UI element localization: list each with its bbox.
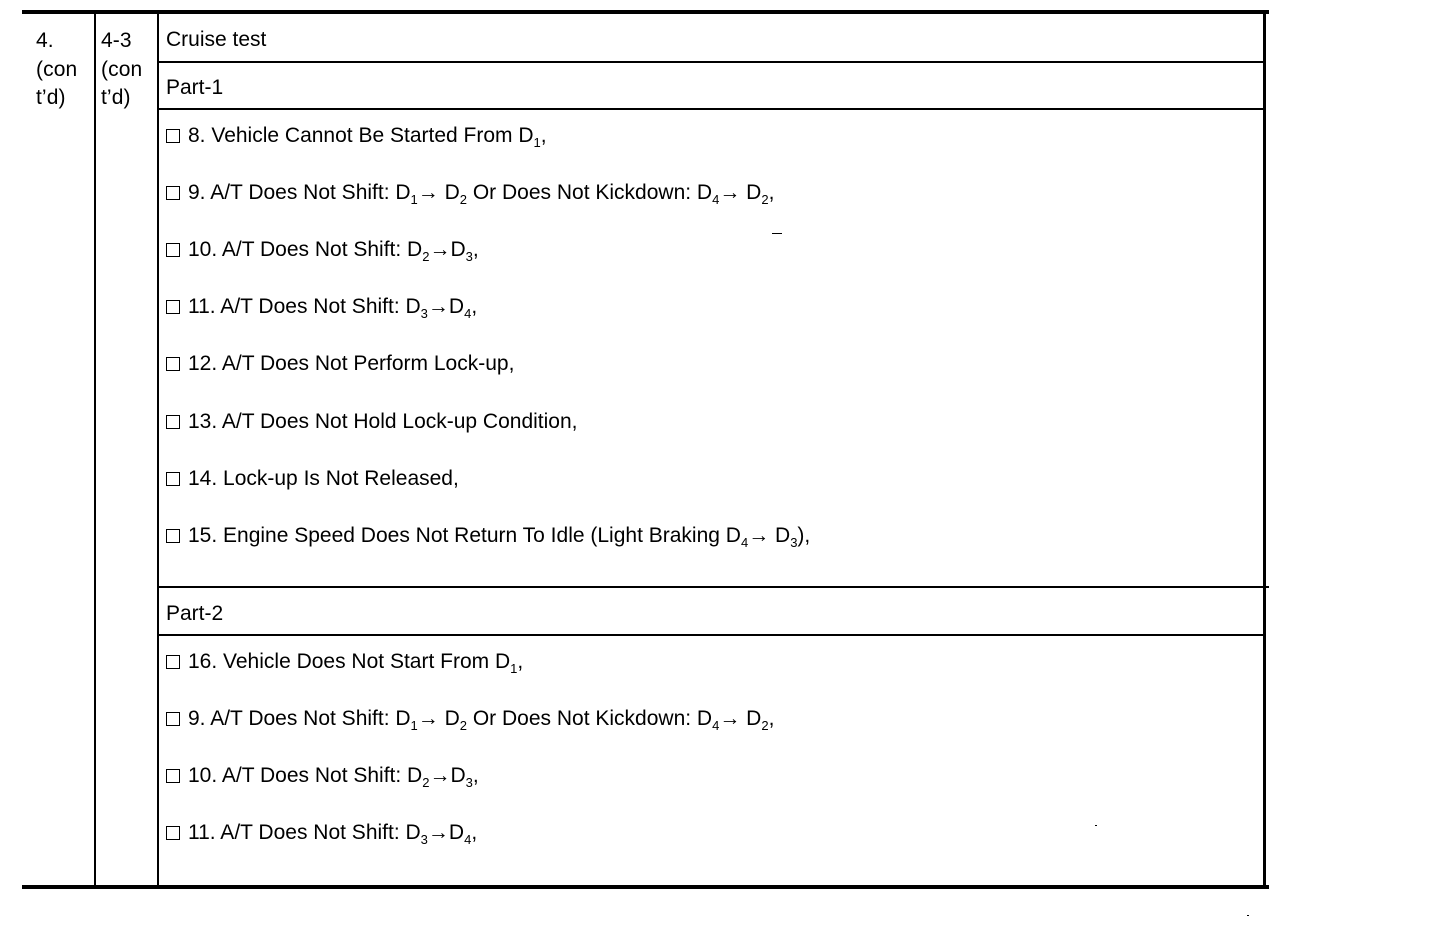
item-text: 15. Engine Speed Does Not Return To Idle (Light Braking D bbox=[188, 524, 741, 547]
checkbox[interactable] bbox=[166, 415, 180, 429]
item-text: → D bbox=[719, 707, 762, 730]
checklist-item bbox=[166, 648, 523, 676]
part1-label: Part-1 bbox=[166, 76, 224, 99]
subscript: 3 bbox=[465, 249, 473, 264]
subscript: 3 bbox=[420, 306, 428, 321]
item-text: 16. Vehicle Does Not Start From D bbox=[188, 650, 511, 673]
subscript: 2 bbox=[761, 192, 769, 207]
top-border bbox=[22, 10, 1269, 14]
row-divider-part2 bbox=[157, 634, 1266, 636]
step-number: 4. bbox=[36, 29, 54, 52]
row-divider-part1 bbox=[157, 108, 1266, 110]
subscript: 4 bbox=[712, 718, 720, 733]
substep-cont-top: (con bbox=[101, 58, 143, 81]
subscript: 1 bbox=[410, 192, 418, 207]
checklist-item bbox=[166, 819, 477, 847]
item-text: , bbox=[471, 821, 478, 844]
item-text: → D bbox=[748, 524, 791, 547]
scan-speck bbox=[1247, 915, 1249, 916]
checkbox[interactable] bbox=[166, 472, 180, 486]
subscript: 2 bbox=[459, 192, 468, 207]
subscript: 4 bbox=[740, 535, 749, 550]
subscript: 4 bbox=[464, 306, 472, 321]
item-text: →D bbox=[427, 295, 465, 318]
checkbox[interactable] bbox=[166, 769, 180, 783]
item-text: Or Does Not Kickdown: D bbox=[467, 707, 713, 730]
substep-number: 4-3 bbox=[101, 29, 132, 52]
item-text: 12. A/T Does Not Perform Lock-up, bbox=[188, 352, 515, 375]
row-divider-title bbox=[157, 61, 1266, 63]
bottom-border bbox=[22, 885, 1269, 889]
checkbox[interactable] bbox=[166, 186, 180, 200]
subscript: 4 bbox=[464, 832, 472, 847]
checklist-item bbox=[166, 350, 514, 378]
checkbox[interactable] bbox=[166, 300, 180, 314]
row-divider-part2-top bbox=[157, 586, 1269, 588]
subscript: 3 bbox=[790, 535, 798, 550]
checklist-item bbox=[166, 408, 578, 436]
item-text: 9. A/T Does Not Shift: D bbox=[188, 707, 411, 730]
item-text: , bbox=[768, 181, 775, 204]
item-text: , bbox=[472, 238, 479, 261]
subscript: 2 bbox=[459, 718, 468, 733]
subscript: 3 bbox=[420, 832, 428, 847]
checklist-item bbox=[166, 122, 547, 150]
checkbox[interactable] bbox=[166, 357, 180, 371]
checklist-item bbox=[166, 762, 479, 790]
item-text: →D bbox=[429, 764, 466, 787]
item-text: 10. A/T Does Not Shift: D bbox=[188, 238, 423, 261]
checklist-item bbox=[166, 179, 774, 207]
scan-speck bbox=[772, 233, 782, 234]
subscript: 4 bbox=[712, 192, 720, 207]
item-text: 11. A/T Does Not Shift: D bbox=[188, 821, 421, 844]
checklist-item bbox=[166, 293, 477, 321]
item-text: 13. A/T Does Not Hold Lock-up Condition, bbox=[188, 410, 578, 433]
col-divider-2 bbox=[157, 12, 159, 887]
item-text: 14. Lock-up Is Not Released, bbox=[188, 467, 459, 490]
step-cont-top: (con bbox=[36, 58, 78, 81]
right-border bbox=[1263, 12, 1266, 887]
subscript: 3 bbox=[465, 775, 473, 790]
checkbox[interactable] bbox=[166, 243, 180, 257]
item-text: → D bbox=[719, 181, 762, 204]
checkbox[interactable] bbox=[166, 129, 180, 143]
item-text: 11. A/T Does Not Shift: D bbox=[188, 295, 421, 318]
item-text: Or Does Not Kickdown: D bbox=[467, 181, 713, 204]
item-text: → D bbox=[417, 707, 460, 730]
checklist-item bbox=[166, 465, 459, 493]
part2-label: Part-2 bbox=[166, 602, 224, 625]
item-text: 10. A/T Does Not Shift: D bbox=[188, 764, 423, 787]
item-text: , bbox=[517, 650, 524, 673]
checkbox[interactable] bbox=[166, 712, 180, 726]
col-divider-1 bbox=[94, 12, 96, 887]
item-text: ), bbox=[797, 524, 811, 547]
checklist-item bbox=[166, 236, 479, 264]
subscript: 2 bbox=[422, 775, 430, 790]
checkbox[interactable] bbox=[166, 529, 180, 543]
item-text: , bbox=[768, 707, 775, 730]
item-text: , bbox=[540, 124, 547, 147]
checkbox[interactable] bbox=[166, 655, 180, 669]
item-text: 8. Vehicle Cannot Be Started From D bbox=[188, 124, 534, 147]
subscript: 2 bbox=[422, 249, 430, 264]
item-text: , bbox=[472, 764, 479, 787]
scan-speck bbox=[1095, 825, 1097, 826]
subscript: 1 bbox=[410, 718, 418, 733]
step-cont-bottom: t’d) bbox=[36, 86, 66, 109]
item-text: →D bbox=[427, 821, 465, 844]
subscript: 1 bbox=[510, 661, 518, 676]
item-text: , bbox=[471, 295, 478, 318]
section-title: Cruise test bbox=[166, 28, 267, 51]
checklist-item bbox=[166, 522, 810, 550]
checklist-item bbox=[166, 705, 774, 733]
checkbox[interactable] bbox=[166, 826, 180, 840]
item-text: → D bbox=[417, 181, 460, 204]
item-text: 9. A/T Does Not Shift: D bbox=[188, 181, 411, 204]
substep-cont-bottom: t’d) bbox=[101, 86, 131, 109]
subscript: 1 bbox=[533, 135, 541, 150]
subscript: 2 bbox=[761, 718, 769, 733]
item-text: →D bbox=[429, 238, 466, 261]
